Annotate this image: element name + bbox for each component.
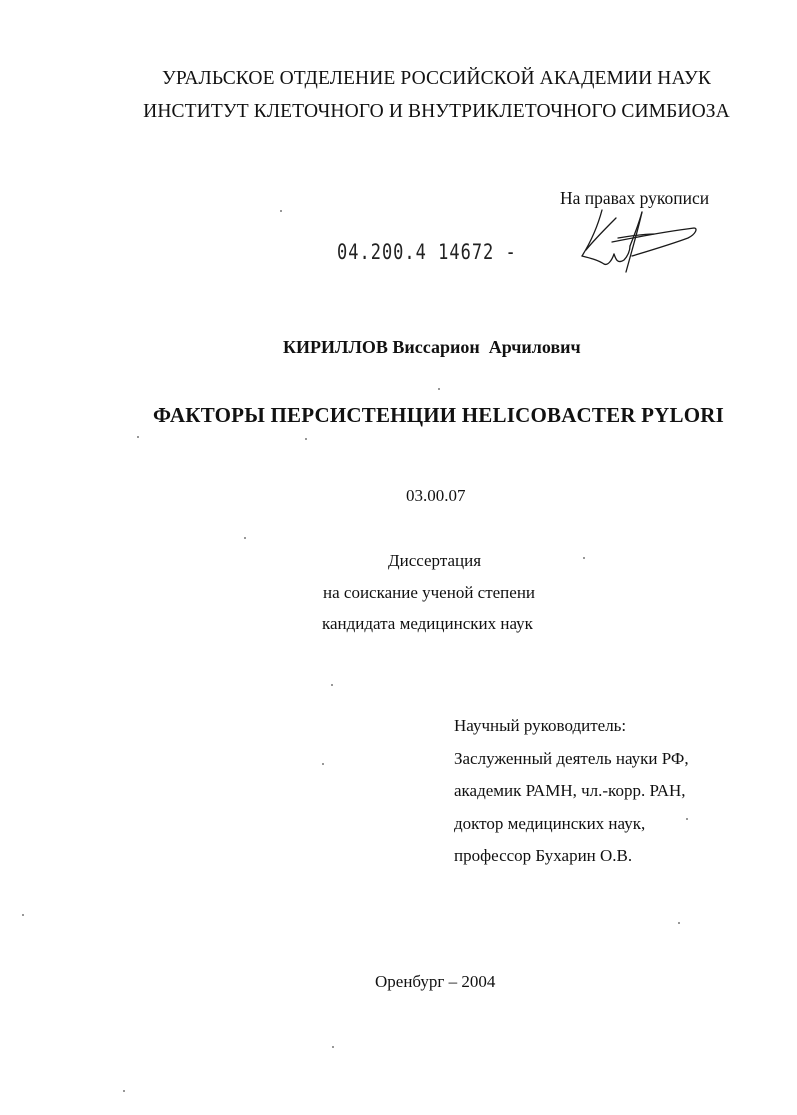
signature-image	[572, 200, 702, 275]
scan-speck	[332, 1046, 334, 1048]
scan-speck	[583, 557, 585, 559]
degree-type: Диссертация	[388, 551, 482, 570]
supervisor-heading: Научный руководитель:	[454, 716, 627, 735]
supervisor-name: профессор Бухарин О.В.	[454, 846, 633, 865]
institution-name: УРАЛЬСКОЕ ОТДЕЛЕНИЕ РОССИЙСКОЙ АКАДЕМИИ НАУК	[162, 68, 711, 89]
registration-number: 04.200.4 14672 -	[337, 240, 517, 265]
author-name	[283, 337, 581, 358]
scan-speck	[123, 1090, 125, 1092]
supervisor-title-1: Заслуженный деятель науки РФ,	[454, 749, 689, 768]
scan-speck	[678, 922, 680, 924]
scan-speck	[438, 388, 440, 390]
author-surname: КИРИЛЛОВ	[283, 337, 388, 357]
degree-purpose: на соискание ученой степени	[323, 583, 536, 602]
scan-speck	[686, 818, 688, 820]
manuscript-rights-note: На правах рукописи	[560, 188, 710, 208]
degree-name: кандидата медицинских наук	[322, 614, 533, 633]
scan-speck	[137, 436, 139, 438]
dissertation-title: ФАКТОРЫ ПЕРСИСТЕНЦИИ HELICOBACTER PYLORI	[153, 403, 725, 427]
author-given-names: Виссарион Арчилович	[392, 337, 581, 357]
specialty-code: 03.00.07	[406, 486, 466, 505]
scan-speck	[22, 914, 24, 916]
scan-speck	[322, 763, 324, 765]
institute-name: ИНСТИТУТ КЛЕТОЧНОГО И ВНУТРИКЛЕТОЧНОГО СИМБИОЗА	[143, 101, 730, 122]
scan-speck	[305, 438, 307, 440]
scan-speck	[244, 537, 246, 539]
place-year: Оренбург – 2004	[375, 972, 496, 991]
scan-speck	[280, 210, 282, 212]
supervisor-degree: доктор медицинских наук,	[454, 814, 646, 833]
supervisor-title-2: академик РАМН, чл.-корр. РАН,	[454, 781, 686, 800]
scan-speck	[331, 684, 333, 686]
